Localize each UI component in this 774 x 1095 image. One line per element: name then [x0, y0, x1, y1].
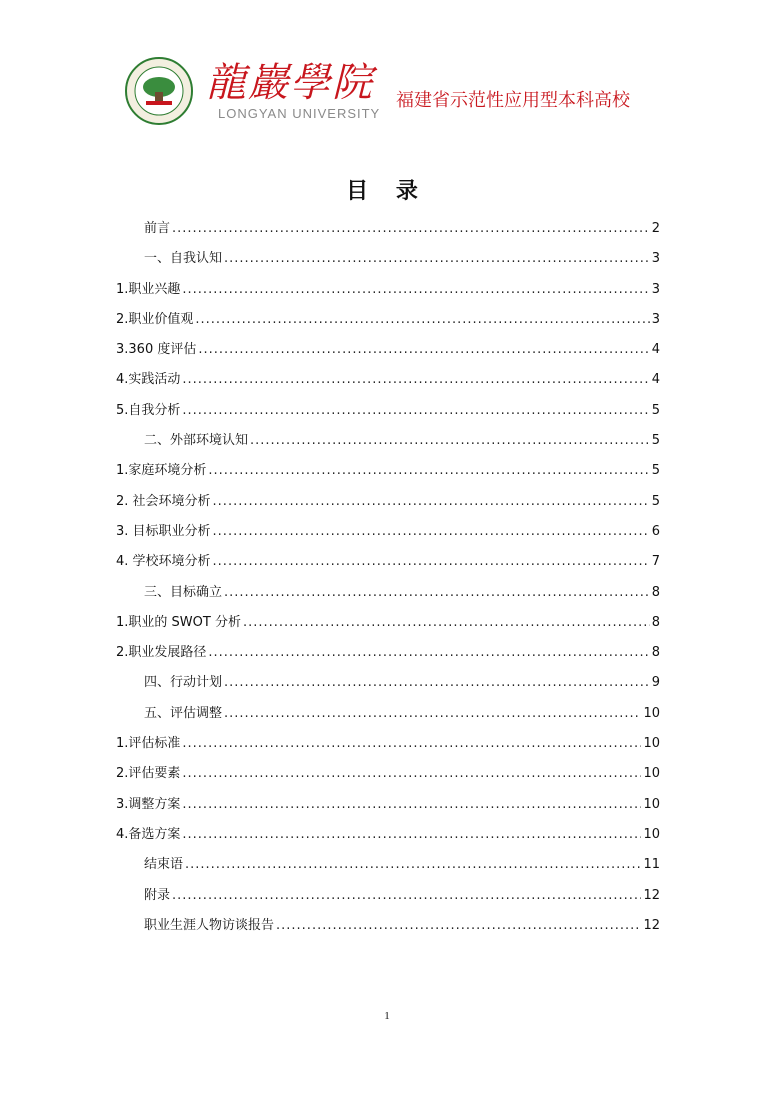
toc-entry[interactable]: [116, 305, 660, 335]
toc-leader-dots: [172, 881, 641, 911]
toc-entry-page: 5: [651, 433, 660, 449]
toc-entry-page: 8: [651, 614, 660, 630]
toc-entry[interactable]: [116, 517, 660, 547]
university-slogan: 福建省示范性应用型本科高校: [396, 90, 630, 111]
toc-leader-dots: [195, 305, 649, 335]
toc-leader-dots: [182, 396, 649, 426]
toc-entry-page: 10: [643, 766, 660, 782]
toc-entry[interactable]: [116, 881, 660, 911]
toc-entry[interactable]: [116, 759, 660, 789]
toc-entry-page: 10: [643, 826, 660, 842]
toc-entry-page: 4: [651, 342, 660, 358]
toc-leader-dots: [182, 729, 641, 759]
toc-entry[interactable]: [116, 729, 660, 759]
toc-entry[interactable]: [116, 850, 660, 880]
toc-entry-label: 3.360 度评估: [116, 342, 197, 358]
toc-leader-dots: [224, 244, 650, 274]
toc-leader-dots: [182, 365, 649, 395]
toc-leader-dots: [243, 608, 650, 638]
toc-entry[interactable]: [116, 638, 660, 668]
toc-leader-dots: [224, 699, 641, 729]
toc-entry-label: 五、评估调整: [144, 705, 223, 721]
toc-leader-dots: [182, 820, 641, 850]
toc-entry-label: 1.职业兴趣: [116, 281, 181, 297]
toc-entry-label: 2.评估要素: [116, 766, 181, 782]
toc-leader-dots: [276, 911, 641, 941]
toc-entry-page: 12: [643, 887, 660, 903]
page-title: 目 录: [346, 179, 428, 204]
toc-entry[interactable]: [116, 396, 660, 426]
toc-entry[interactable]: [116, 487, 660, 517]
toc-entry-page: 3: [651, 251, 660, 267]
toc-entry[interactable]: [116, 790, 660, 820]
toc-entry-label: 1.职业的 SWOT 分析: [116, 614, 241, 630]
toc-entry-label: 结束语: [144, 857, 184, 873]
page-number: 1: [384, 1010, 390, 1022]
toc-entry-page: 5: [651, 493, 660, 509]
toc-entry[interactable]: [116, 456, 660, 486]
toc-leader-dots: [250, 426, 650, 456]
university-logo-calligraphy: 龍巖學院: [206, 60, 374, 106]
toc-entry-page: 7: [651, 554, 660, 570]
toc-leader-dots: [198, 335, 649, 365]
toc-leader-dots: [213, 547, 650, 577]
toc-entry[interactable]: [116, 214, 660, 244]
toc-entry-label: 前言: [144, 221, 171, 236]
university-header: [124, 56, 664, 128]
toc-leader-dots: [208, 456, 649, 486]
toc-leader-dots: [185, 850, 641, 880]
toc-entry-label: 三、目标确立: [144, 584, 223, 600]
toc-entry-label: 4. 学校环境分析: [116, 554, 211, 570]
toc-entry-page: 8: [651, 584, 660, 600]
toc-leader-dots: [172, 214, 650, 244]
toc-entry[interactable]: [116, 911, 660, 941]
toc-leader-dots: [213, 487, 650, 517]
toc-entry-page: 5: [651, 402, 660, 418]
toc-entry-label: 附录: [144, 887, 171, 903]
toc-entry-page: 10: [643, 736, 660, 752]
toc-entry-page: 3: [651, 311, 660, 327]
toc-leader-dots: [213, 517, 650, 547]
toc-entry[interactable]: [116, 699, 660, 729]
toc-entry[interactable]: [116, 365, 660, 395]
toc-leader-dots: [224, 578, 650, 608]
toc-entry-label: 2.职业发展路径: [116, 645, 207, 661]
toc-entry-page: 4: [651, 372, 660, 388]
university-seal-icon: [124, 56, 194, 126]
toc-entry[interactable]: [116, 668, 660, 698]
toc-entry-label: 2.职业价值观: [116, 311, 194, 327]
toc-entry[interactable]: [116, 608, 660, 638]
table-of-contents: [116, 214, 660, 941]
toc-entry[interactable]: [116, 820, 660, 850]
toc-entry-label: 5.自我分析: [116, 402, 181, 418]
toc-leader-dots: [182, 275, 649, 305]
toc-entry[interactable]: [116, 335, 660, 365]
toc-entry-label: 3. 目标职业分析: [116, 523, 211, 539]
toc-entry-page: 2: [651, 221, 660, 236]
toc-entry[interactable]: [116, 244, 660, 274]
toc-entry-page: 10: [643, 705, 660, 721]
toc-entry[interactable]: [116, 275, 660, 305]
toc-entry-page: 5: [651, 463, 660, 479]
toc-entry-page: 12: [643, 917, 660, 933]
toc-entry-page: 8: [651, 645, 660, 661]
toc-entry-label: 3.调整方案: [116, 796, 181, 812]
toc-entry-label: 4.实践活动: [116, 372, 181, 388]
toc-entry-label: 四、行动计划: [144, 675, 223, 691]
toc-leader-dots: [182, 790, 641, 820]
toc-leader-dots: [182, 759, 641, 789]
toc-entry-label: 1.评估标准: [116, 736, 181, 752]
toc-entry-label: 职业生涯人物访谈报告: [144, 917, 275, 933]
toc-entry-page: 10: [643, 796, 660, 812]
toc-entry-label: 2. 社会环境分析: [116, 493, 211, 509]
toc-entry-page: 9: [651, 675, 660, 691]
toc-entry-page: 6: [651, 523, 660, 539]
toc-entry-label: 一、自我认知: [144, 251, 223, 267]
university-english-name: LONGYAN UNIVERSITY: [218, 106, 381, 121]
toc-entry-page: 11: [643, 857, 660, 873]
toc-entry[interactable]: [116, 578, 660, 608]
toc-entry-label: 二、外部环境认知: [144, 433, 249, 449]
toc-entry-label: 4.备选方案: [116, 826, 181, 842]
toc-leader-dots: [224, 668, 650, 698]
toc-entry-page: 3: [651, 281, 660, 297]
toc-entry-label: 1.家庭环境分析: [116, 463, 207, 479]
toc-entry[interactable]: [116, 426, 660, 456]
toc-leader-dots: [208, 638, 649, 668]
toc-entry[interactable]: [116, 547, 660, 577]
